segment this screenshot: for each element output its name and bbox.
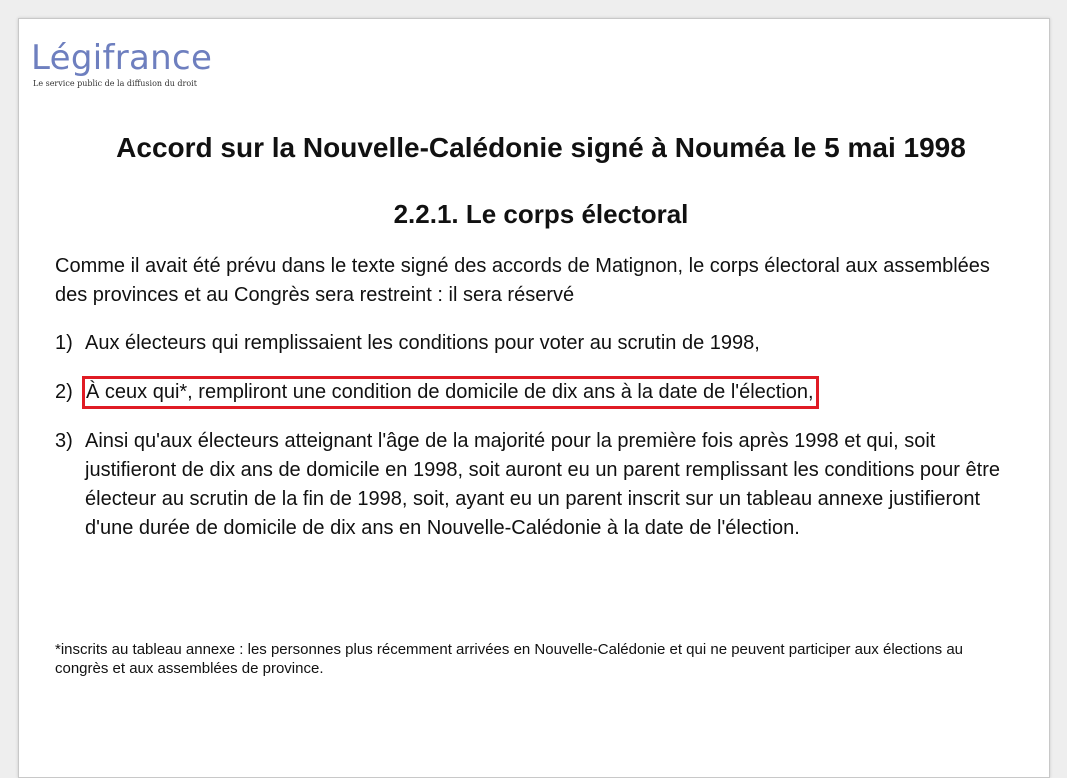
legifrance-logo[interactable] <box>31 39 212 88</box>
highlighted-text: À ceux qui*, rempliront une condition de domicile de dix ans à la date de l'élection, <box>85 379 816 406</box>
document-page <box>18 18 1050 778</box>
logo-name: Légifrance <box>31 38 213 78</box>
intro-paragraph: Comme il avait été prévu dans le texte signé des accords de Matignon, le corps électoral aux assemblées des provinces et au Congrès sera restreint : il sera réservé <box>55 255 990 306</box>
list-item-number: 3) <box>55 430 73 452</box>
list-item <box>55 427 1015 543</box>
list-item-highlighted <box>55 378 1015 407</box>
list-item <box>55 329 1015 358</box>
footnote: *inscrits au tableau annexe : les personnes plus récemment arrivées en Nouvelle-Calédonie et qui ne peuvent participer aux élections au congrès et aux assemblées de province. <box>55 641 964 677</box>
list-item-number: 2) <box>55 381 73 403</box>
list-item-number: 1) <box>55 332 73 354</box>
document-title: Accord sur la Nouvelle-Calédonie signé à Nouméa le 5 mai 1998 <box>116 132 966 163</box>
list-item-text: Ainsi qu'aux électeurs atteignant l'âge de la majorité pour la première fois après 1998 et qui, soit justifieront de dix ans de domicile en 1998, soit auront eu un parent remplissant les conditions pour être électeur au scrutin de la fin de 1998, soit, ayant eu un parent inscrit sur un tableau annexe justifieront d'une durée de domicile de dix ans en Nouvelle-Calédonie à la date de l'élection. <box>85 430 1000 539</box>
logo-tagline: Le service public de la diffusion du droit <box>33 79 197 88</box>
list-item-text: Aux électeurs qui remplissaient les conditions pour voter au scrutin de 1998, <box>85 332 760 354</box>
section-heading: 2.2.1. Le corps électoral <box>393 199 689 229</box>
